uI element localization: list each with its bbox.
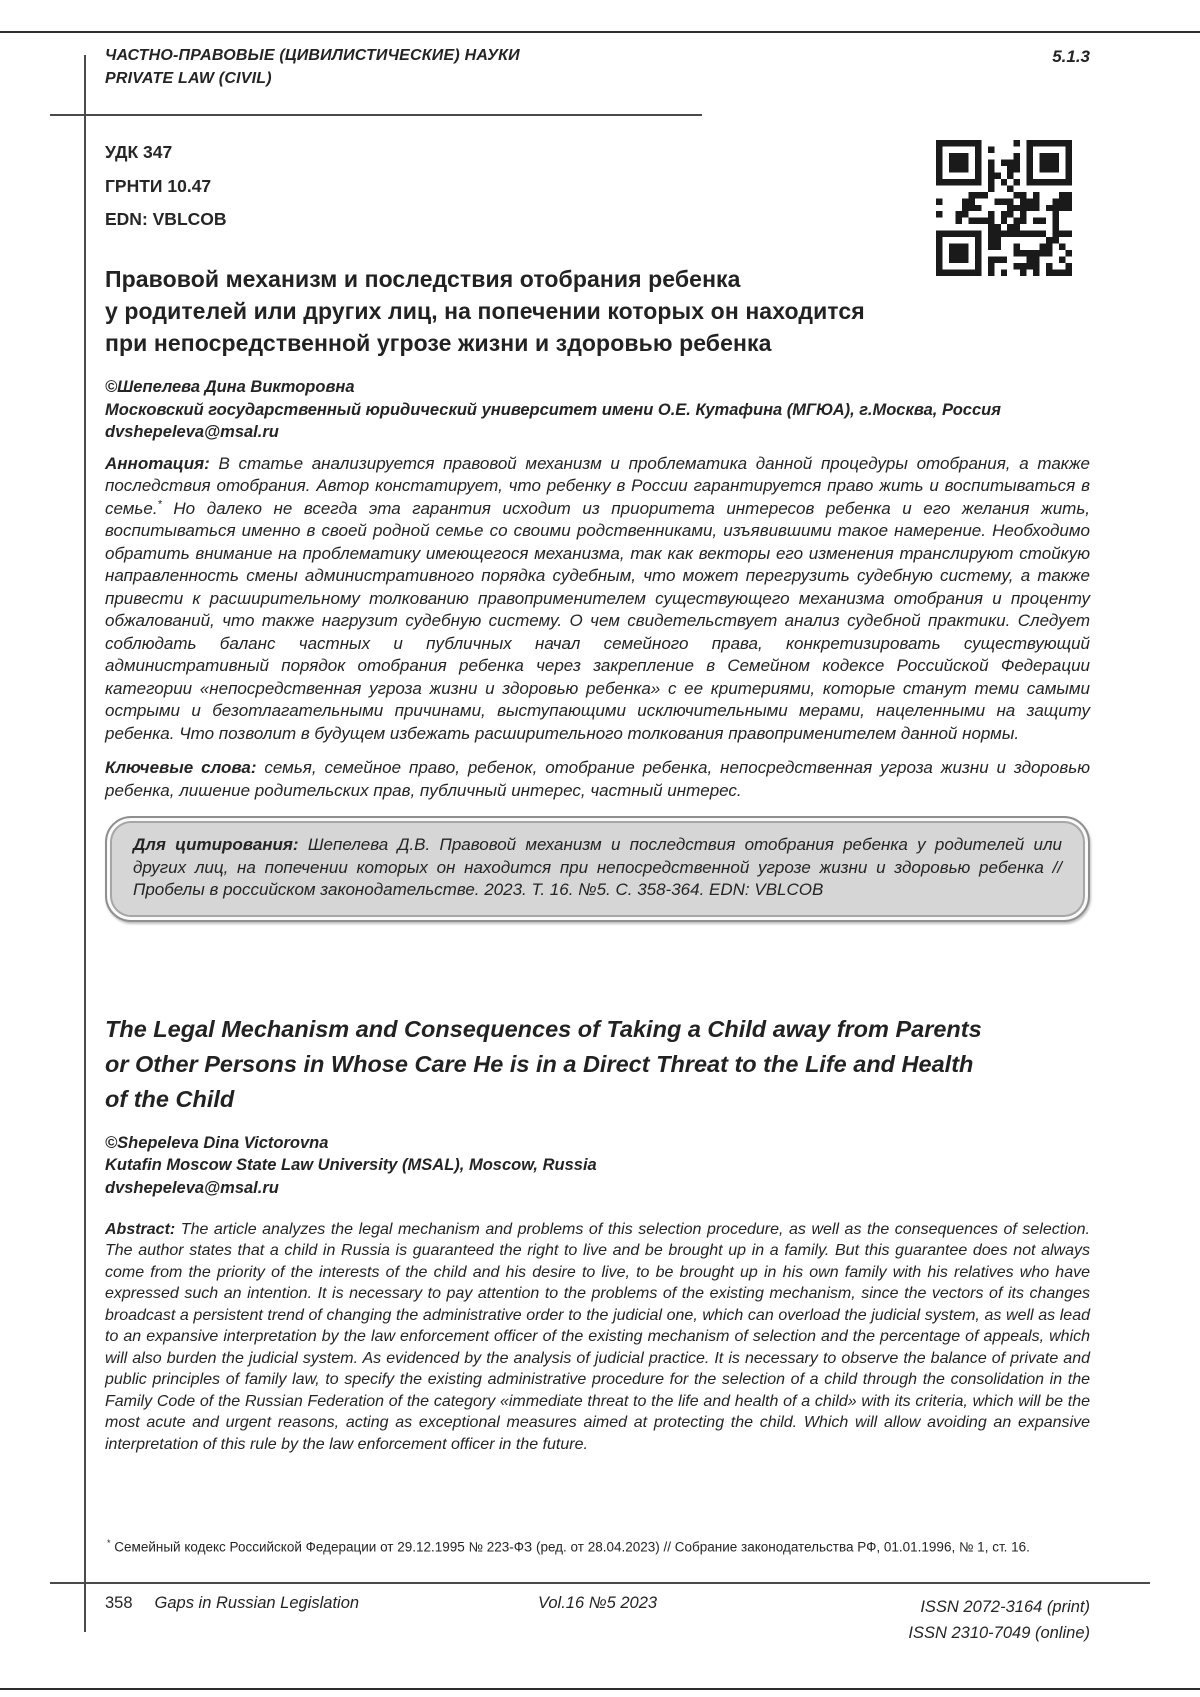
keywords-label: Ключевые слова: bbox=[105, 758, 257, 778]
margin-vertical-rule bbox=[84, 55, 86, 1632]
english-section bbox=[105, 1012, 1090, 1455]
article-title-ru bbox=[105, 264, 1090, 359]
annotation-text: В статье анализируется правовой механизм и проблематика данной процедуры отобрания, а также последствия отобрания. Автор констатирует, что ребенку в России гарантируется право жить и воспитываться в семье. bbox=[105, 453, 1090, 518]
issn-online: ISSN 2310-7049 (online) bbox=[908, 1624, 1090, 1643]
title-ru-line: у родителей или других лиц, на попечении которых он находится bbox=[105, 297, 865, 324]
rubric-heading bbox=[105, 45, 520, 90]
author-email-en: dvshepeleva@msal.ru bbox=[105, 1178, 279, 1197]
author-block-ru bbox=[105, 376, 1090, 442]
footer-left-group bbox=[105, 1594, 359, 1613]
rubric-ru: ЧАСТНО-ПРАВОВЫЕ (ЦИВИЛИСТИЧЕСКИЕ) НАУКИ bbox=[105, 47, 520, 64]
footer-row bbox=[105, 1594, 1090, 1647]
author-name-ru: ©Шепелева Дина Викторовна bbox=[105, 378, 355, 397]
abstract-paragraph bbox=[105, 1219, 1090, 1456]
author-affiliation-en: Kutafin Moscow State Law University (MSAL), Moscow, Russia bbox=[105, 1156, 597, 1175]
udc-code: УДК 347 bbox=[105, 142, 173, 163]
specialty-code: 5.1.3 bbox=[1052, 47, 1090, 66]
footer-divider-rule bbox=[50, 1582, 1150, 1584]
citation-box bbox=[105, 816, 1090, 922]
rubric-en: PRIVATE LAW (CIVIL) bbox=[105, 69, 272, 87]
footnote-marker: * bbox=[107, 1538, 111, 1548]
main-column bbox=[105, 45, 1090, 922]
article-meta bbox=[105, 136, 1090, 236]
page-footer bbox=[105, 1594, 1090, 1647]
journal-name: Gaps in Russian Legislation bbox=[154, 1594, 360, 1612]
author-block-en bbox=[105, 1132, 1090, 1198]
issn-print: ISSN 2072-3164 (print) bbox=[920, 1598, 1090, 1616]
page-top-rule bbox=[0, 31, 1200, 33]
edn-code: EDN: VBLCOB bbox=[105, 208, 227, 229]
title-en-line: or Other Persons in Whose Care He is in a Direct Threat to the Life and Health bbox=[105, 1050, 974, 1077]
citation-text: Шепелева Д.В. Правовой механизм и последствия отобрания ребенка у родителей или других лиц, на попечении которых он находится при непосредственной угрозе жизни и здоровью ребенка // Пробелы в российском законодательстве. 2023. Т. 16. №5. С. 358-364. EDN: VBLCOB bbox=[133, 835, 1062, 900]
author-name-en: ©Shepeleva Dina Victorovna bbox=[105, 1134, 329, 1153]
annotation-paragraph bbox=[105, 453, 1090, 746]
footnote bbox=[107, 1538, 1167, 1555]
author-affiliation-ru: Московский государственный юридический университет имени О.Е. Кутафина (МГЮА), г.Москва, Россия bbox=[105, 400, 1001, 419]
page-bottom-rule bbox=[0, 1688, 1200, 1690]
abstract-label: Abstract: bbox=[105, 1220, 176, 1238]
title-ru-line: при непосредственной угрозе жизни и здоровью ребенка bbox=[105, 329, 772, 356]
page-header bbox=[105, 45, 1090, 90]
issn-block bbox=[908, 1594, 1090, 1647]
annotation-label: Аннотация: bbox=[105, 453, 210, 473]
article-title-en bbox=[105, 1012, 1090, 1116]
footnote-ref-marker: * bbox=[157, 498, 162, 511]
title-en-line: of the Child bbox=[105, 1085, 235, 1112]
annotation-text: Но далеко не всегда эта гарантия исходит из приоритета интересов ребенка и его желания жить, воспитываться именно в своей родной семье со своими родственниками, изъявившими такое намерение. Необходимо обратить внимание на проблематику имеющегося механизма, так как векторы его изменения транслируют стойкую направленность смены административного порядка судебным, что может перегрузить судебную систему, а также привести к расширительному толкованию правоприменителем существующего механизма отобрания и проценту обжалований, что также нагрузит судебную систему. О чем свидетельствует анализ судебной практики. Следует соблюдать баланс частных и публичных начал семейного права, конкретизировать существующий административный порядок отобрания ребенка через закрепление в Семейном кодексе Российской Федерации категории «непосредственная угроза жизни и здоровью ребенка» с ее критериями, которые станут теми самыми острыми и безотлагательными причинами, выступающими исключительными мерами, нацеленными на защиту ребенка. Что позволит в будущем избежать расширительного толкования правоприменителем данной нормы. bbox=[105, 498, 1090, 743]
page-number: 358 bbox=[105, 1594, 133, 1612]
title-ru-line: Правовой механизм и последствия отобрания ребенка bbox=[105, 266, 741, 293]
abstract-text: The article analyzes the legal mechanism and problems of this selection procedure, as well as the consequences of selection. The author states that a child in Russia is guaranteed the right to live and be brought up in a family. But this guarantee does not always come from the priority of the interests of the child and his desire to live, to be brought up in his own family with his relatives who have expressed such an intention. It is necessary to pay attention to the problems of the existing mechanism, since the vectors of its changes broadcast a persistent trend of changing the administrative order to the judicial one, which can overload the judicial system, as well as lead to an expansive interpretation by the law enforcement officer of the existing mechanism of selection and the percentage of appeals, which will also burden the judicial system. As evidenced by the analysis of judicial practice. It is necessary to observe the balance of private and public principles of family law, to specify the existing administrative procedure for the selection of a child through the consolidation in the Family Code of the Russian Federation of the category «immediate threat to the life and health of a child» with its criteria, which will be the most acute and urgent reasons, acting as exceptional measures aimed at protecting the child. Which will allow avoiding an expansive interpretation of this rule by the law enforcement officer in the future. bbox=[105, 1220, 1091, 1453]
volume-info: Vol.16 №5 2023 bbox=[537, 1594, 658, 1612]
grnti-code: ГРНТИ 10.47 bbox=[105, 175, 212, 196]
title-en-line: The Legal Mechanism and Consequences of Taking a Child away from Parents bbox=[105, 1016, 982, 1042]
citation-paragraph bbox=[133, 834, 1062, 902]
author-email-ru: dvshepeleva@msal.ru bbox=[105, 422, 279, 441]
keywords-text: семья, семейное право, ребенок, отобрание ребенка, непосредственная угроза жизни и здоровью ребенка, лишение родительских прав, публичный интерес, частный интерес. bbox=[105, 758, 1090, 800]
citation-label: Для цитирования: bbox=[133, 835, 299, 855]
footnote-text: Семейный кодекс Российской Федерации от 29.12.1995 № 223-ФЗ (ред. от 28.04.2023) // Собрание законодательства РФ, 01.01.1996, № 1, ст. 16. bbox=[114, 1539, 1030, 1555]
keywords-paragraph bbox=[105, 757, 1090, 802]
